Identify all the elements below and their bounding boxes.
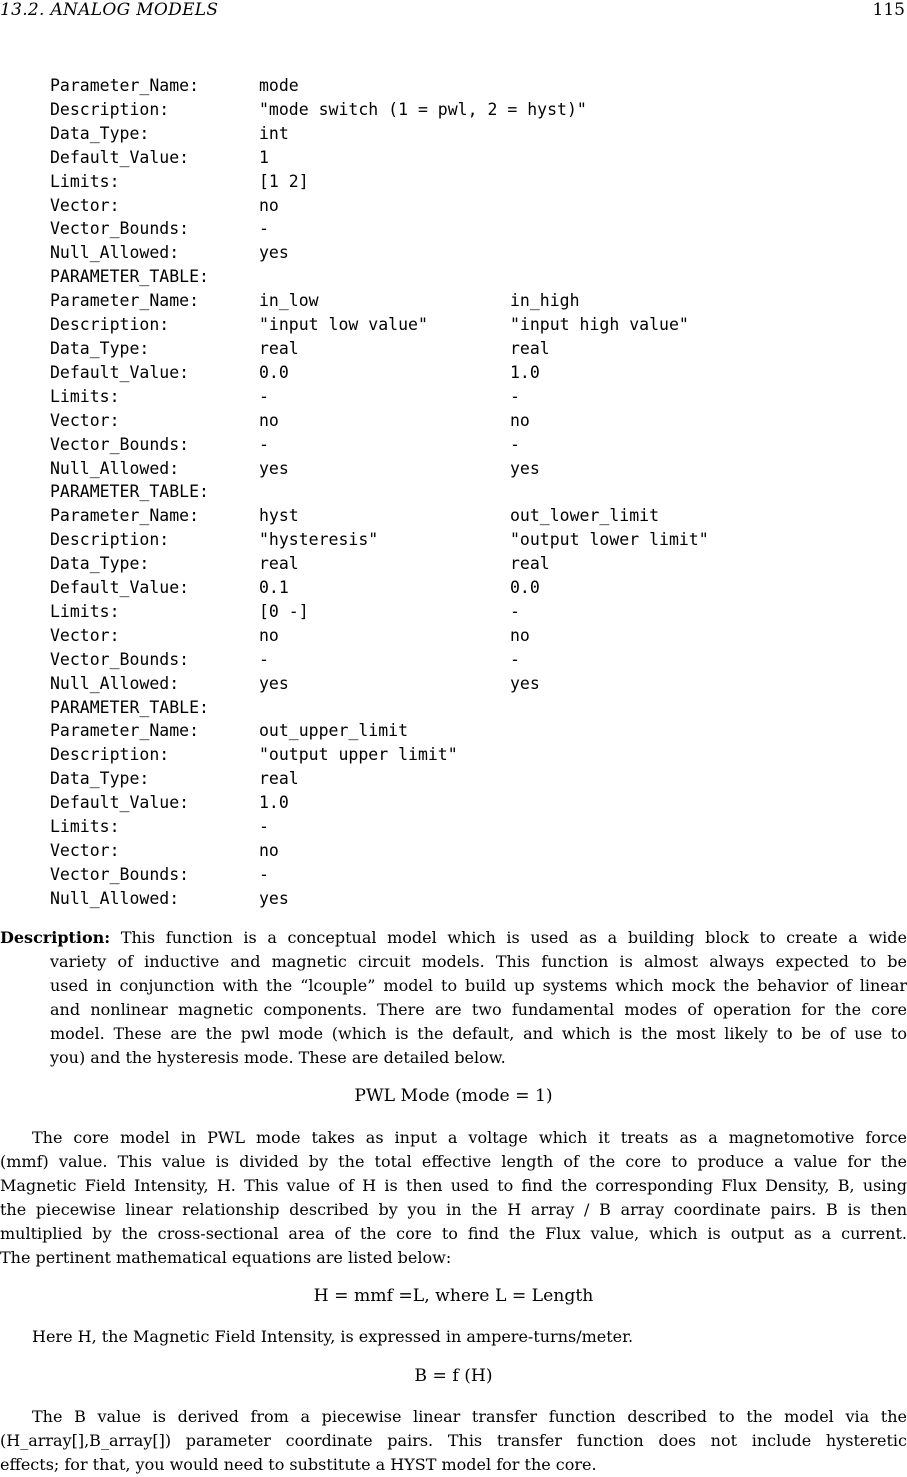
code-line [50,98,907,122]
field-value: "hysteresis" [259,530,379,550]
code-line [50,74,907,98]
pwl-mode-heading: PWL Mode (mode = 1) [354,1086,553,1106]
field-value: no [259,841,279,860]
field-name: PARAMETER_TABLE: [50,482,209,502]
page-header [0,0,907,22]
description-line: and nonlinear magnetic components. There are two fundamental modes of operation for the core [50,999,907,1019]
field-name: Data_Type: [50,338,150,358]
field-value: real [510,554,550,574]
equation-h: H = mmf =L, where L = Length [313,1286,594,1306]
field-value: "input high value" [510,315,689,335]
code-line [50,146,907,170]
field-value: yes [259,888,289,908]
description-paragraph [0,926,907,1069]
field-name: Parameter_Name: [50,721,200,741]
code-line [50,480,907,504]
code-line [50,863,907,887]
code-line [50,457,907,481]
field-name: Vector_Bounds: [50,434,190,454]
field-value: - [259,219,269,239]
field-value: "output lower limit" [510,530,709,550]
field-name: Limits: [50,601,120,621]
field-value: mode [259,76,299,95]
field-value: in_high [510,291,580,311]
h-line: Here H, the Magnetic Field Intensity, is expressed in ampere-turns/meter. [32,1327,634,1346]
field-value: in_low [259,291,319,311]
field-name: Vector: [50,195,120,215]
field-name: Description: [50,99,170,119]
pwl-line: The core model in PWL mode takes as input a voltage which it treats as a magnetomotive force [32,1128,907,1147]
code-line [50,672,907,696]
field-value: 1.0 [259,793,289,813]
field-value: real [259,554,299,574]
description-line: used in conjunction with the “lcouple” model to build up systems which mock the behavior of linear [50,975,907,995]
field-value: no [510,625,530,645]
code-line [50,122,907,146]
code-line [50,409,907,433]
pwl-line: (mmf) value. This value is divided by the total effective length of the core to produce a value for the [0,1151,907,1171]
b-line: (H_array[],B_array[]) parameter coordinate pairs. This transfer function does not include hysteretic [0,1430,907,1450]
field-value: - [510,386,520,406]
field-value: - [259,864,269,884]
field-value: - [259,386,269,406]
field-value: out_upper_limit [259,721,409,741]
field-name: Null_Allowed: [50,243,180,263]
field-name: Default_Value: [50,147,190,167]
field-name: Parameter_Name: [50,291,200,311]
field-value: - [259,434,269,454]
field-value: 1.0 [510,362,540,382]
field-name: Vector_Bounds: [50,219,190,239]
field-name: Null_Allowed: [50,888,180,908]
code-line [50,313,907,337]
code-line [50,265,907,289]
pwl-line: multiplied by the cross-sectional area of the core to find the Flux value, which is output as a current. [0,1223,907,1243]
field-name: Vector_Bounds: [50,649,190,669]
field-value: yes [510,673,540,693]
field-name: Vector: [50,841,120,860]
code-line [50,767,907,791]
field-value: [1 2] [259,171,309,191]
field-value: - [259,649,269,669]
b-line: effects; for that, you would need to substitute a HYST model for the core. [0,1454,597,1474]
code-line [50,433,907,457]
field-value: - [510,434,520,454]
parameter-table-code [50,74,907,911]
field-name: Data_Type: [50,769,150,789]
description-line: model. These are the pwl mode (which is the default, and which is the most likely to be of use to [50,1023,907,1043]
field-value: real [510,338,550,358]
field-name: Vector_Bounds: [50,864,190,884]
field-name: Description: [50,315,170,335]
field-name: Data_Type: [50,554,150,574]
b-line: The B value is derived from a piecewise linear transfer function described to the model via the [32,1407,907,1426]
field-name: Vector: [50,625,120,645]
code-line [50,528,907,552]
field-value: yes [259,458,289,478]
description-line: you) and the hysteresis mode. These are detailed below. [50,1047,506,1067]
field-value: yes [510,458,540,478]
code-line [50,385,907,409]
page-number: 115 [872,0,905,20]
field-value: yes [259,243,289,263]
code-line [50,624,907,648]
field-value: 0.1 [259,578,289,598]
field-value: int [259,123,289,143]
field-value: hyst [259,506,299,526]
field-value: - [510,649,520,669]
field-name: Default_Value: [50,362,190,382]
field-value: "mode switch (1 = pwl, 2 = hyst)" [259,99,587,119]
field-value: - [259,817,269,837]
code-line [50,839,907,863]
h-paragraph [0,1325,907,1349]
field-value: no [259,410,279,430]
field-name: PARAMETER_TABLE: [50,697,209,717]
code-line [50,552,907,576]
code-line [50,815,907,839]
code-line [50,289,907,313]
description-line: variety of inductive and magnetic circuit models. This function is almost always expected to be [50,951,907,971]
code-line [50,791,907,815]
code-line [50,887,907,911]
field-name: Vector: [50,410,120,430]
code-line [50,194,907,218]
section-title: 13.2. ANALOG MODELS [0,0,219,20]
field-value: "input low value" [259,315,428,335]
field-value: 0.0 [259,362,289,382]
code-line [50,719,907,743]
field-value: no [510,410,530,430]
field-value: 0.0 [510,578,540,598]
field-value: no [259,625,279,645]
field-value: out_lower_limit [510,506,660,526]
code-line [50,600,907,624]
b-paragraph [0,1405,907,1477]
field-name: Default_Value: [50,578,190,598]
field-value: yes [259,673,289,693]
field-name: Null_Allowed: [50,458,180,478]
field-name: Description: [50,530,170,550]
field-value: no [259,195,279,215]
code-line [50,504,907,528]
code-line [50,337,907,361]
field-name: Default_Value: [50,793,190,813]
field-name: Limits: [50,817,120,837]
pwl-line: the piecewise linear relationship described by you in the H array / B array coordinate pairs. B is then [0,1199,907,1219]
field-name: Parameter_Name: [50,506,200,526]
description-label: Description: [0,928,111,947]
equation-b: B = f (H) [414,1366,493,1386]
field-value: real [259,769,299,789]
field-name: Limits: [50,171,120,191]
code-line [50,170,907,194]
pwl-paragraph [0,1126,907,1269]
code-line [50,217,907,241]
code-line [50,241,907,265]
field-name: Description: [50,745,170,765]
field-value: "output upper limit" [259,745,458,765]
field-name: Null_Allowed: [50,673,180,693]
field-name: Parameter_Name: [50,76,200,95]
description-line: This function is a conceptual model which is used as a building block to create a wide [110,928,907,947]
field-value: real [259,338,299,358]
code-line [50,576,907,600]
code-line [50,361,907,385]
field-name: Data_Type: [50,123,150,143]
field-value: - [510,601,520,621]
field-name: PARAMETER_TABLE: [50,267,209,287]
pwl-line: Magnetic Field Intensity, H. This value of H is then used to find the corresponding Flux Density, B, using [0,1175,907,1195]
field-value: [0 -] [259,601,309,621]
code-line [50,696,907,720]
pwl-line: The pertinent mathematical equations are listed below: [0,1247,452,1267]
code-line [50,743,907,767]
field-value: 1 [259,147,269,167]
code-line [50,648,907,672]
field-name: Limits: [50,386,120,406]
